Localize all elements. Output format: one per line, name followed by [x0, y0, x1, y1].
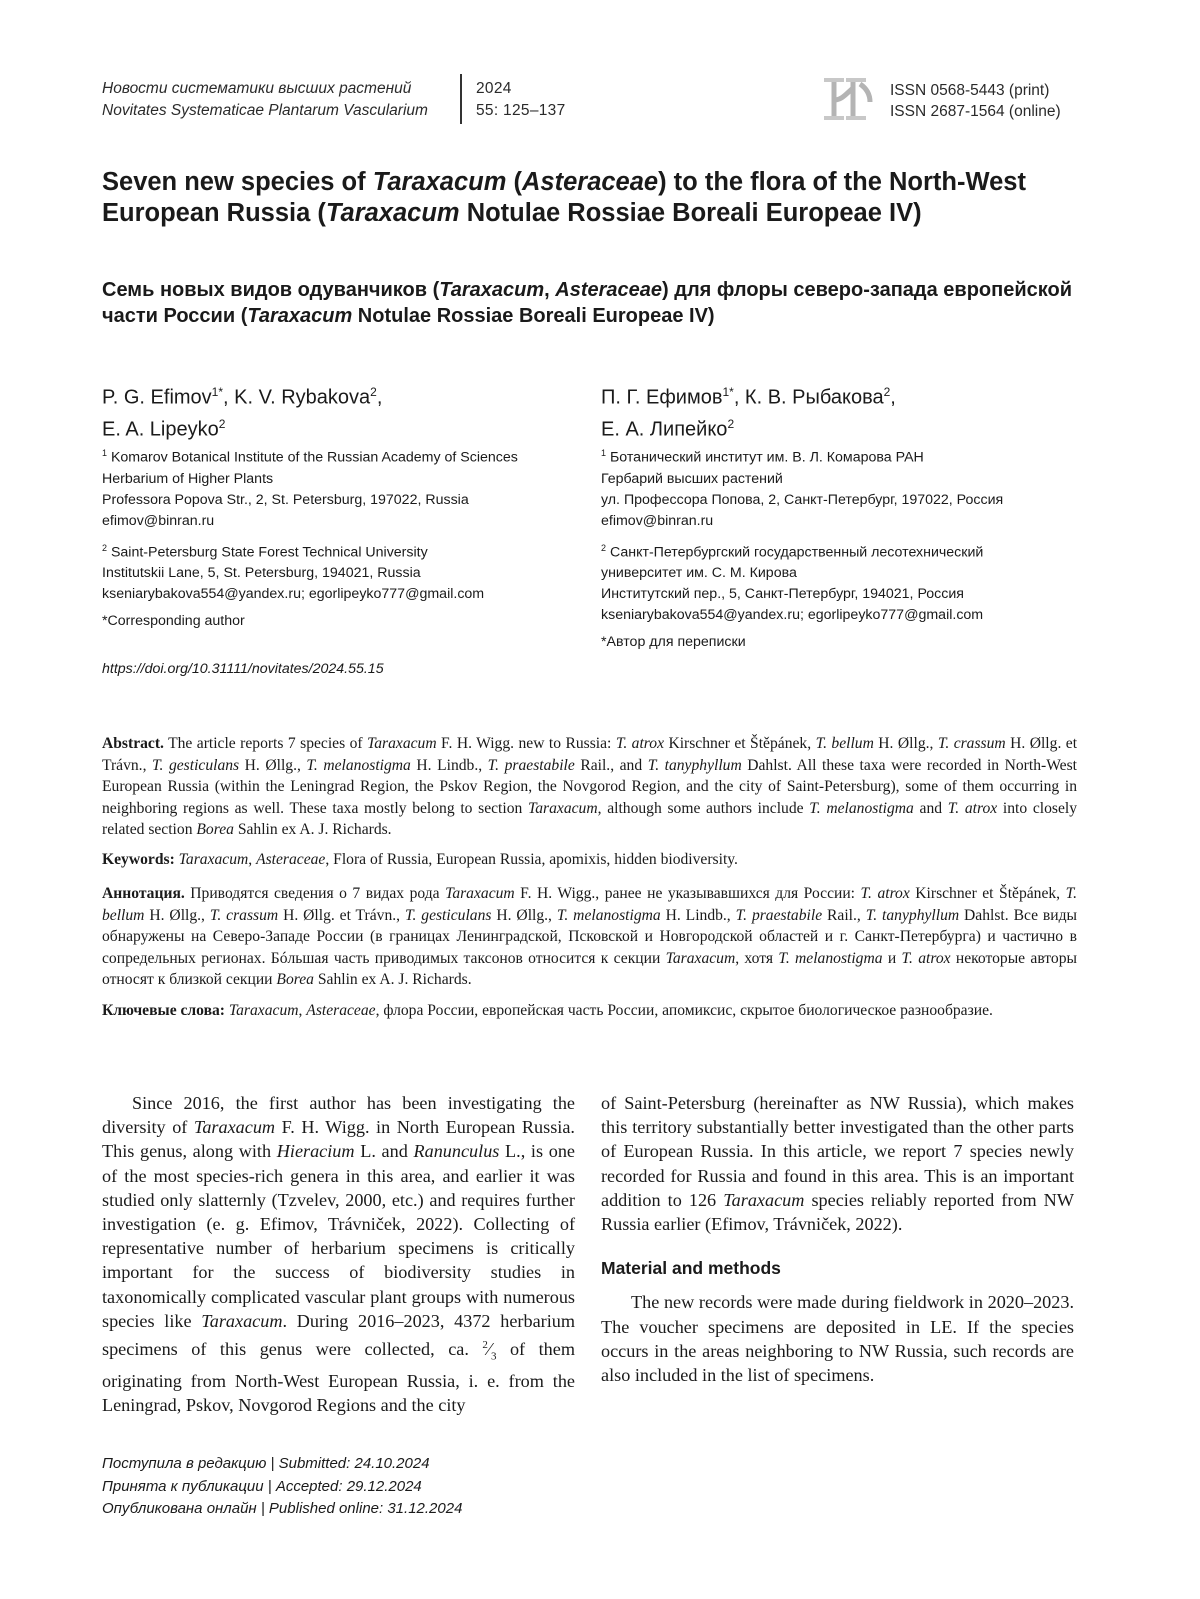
corresponding-note-en: *Corresponding author [102, 613, 245, 630]
emails-ru[interactable]: kseniarybakova554@yandex.ru; egorlipeyko777@gmail.com [601, 607, 984, 624]
section-heading-methods: Material and methods [601, 1258, 781, 1279]
intro-paragraph: Since 2016, the first author has been investigating the diversity of Taraxacum F. H. Wigg. in North European Russia. This genus, along with Hieracium L. and Ranunculus L., is one of the most species-rich genera in this area, and earlier it was studied only slatternly (Tzvelev, 2000, etc.) and requires further investigation (e. g. Efimov, Trávniček, 2022). Collecting of representative number of herbarium specimens is critically important for the success of biodiversity studies in taxonomically complicated vascular plant groups with numerous species like Taraxacum. During 2016–2023, 4372 herbarium specimens of this genus were collected, ca. $^2⁄_3$ of them originating from North-West European Russia, i. e. from the Leningrad, Pskov, Novgorod Regions and the city [102, 1093, 576, 1416]
affiliation-2-en: $^2$ Saint-Petersburg State Forest Technical University Institutskii Lane, 5, St. Petersburg, 194021, Russia kseniarybakova554@yandex.ru; egorlipeyko777@gmail.com [102, 542, 485, 603]
fraction: $^2⁄_3$ [482, 1339, 497, 1363]
journal-name [102, 78, 428, 122]
journal-logo-icon [820, 74, 876, 124]
authors-ru: П. Г. Ефимов$^{1*}$, К. В. Рыбакова$^2$, Е. А. Липейко$^2$ [601, 385, 896, 441]
corresponding-note-ru: *Автор для переписки [601, 634, 746, 651]
affiliation-1-ru: $^1$ Ботанический институт им. В. Л. Комарова РАН Гербарий высших растений ул. Профессора Попова, 2, Санкт-Петербург, 197022, Россия efimov@binran.ru [601, 448, 1004, 529]
email-efimov-en[interactable]: efimov@binran.ru [102, 512, 215, 529]
keywords-en: Keywords: Taraxacum, Asteraceae, Flora of Russia, European Russia, apomixis, hidden biodiversity. [102, 851, 738, 868]
abstract-en: Abstract. The article reports 7 species of Taraxacum F. H. Wigg. new to Russia: T. atrox Kirschner et Štěpánek, T. bellum H. Øllg., T. crassum H. Øllg. et Trávn., T. gesticulans H. Øllg., T. melanostigma H. Lindb., T. praestabile Rail., and T. tanyphyllum Dahlst. All these taxa were recorded in North-West European Russia (within the Leningrad Region, the Pskov Region, the Novgorod Region, and the city of Saint-Petersburg), some of them occurring in neighboring regions as well. These taxa mostly belong to section Taraxacum, although some authors include T. melanostigma and T. atrox into closely related section Borea Sahlin ex A. J. Richards. [102, 735, 1078, 838]
journal-pages: 55: 125–137 [476, 102, 566, 119]
header-divider [460, 74, 462, 124]
article-title-en: Seven new species of Taraxacum (Asteraceae) to the flora of the North-West European Russia (Taraxacum Notulae Rossiae Boreali Europeae IV) [102, 168, 1026, 227]
journal-name-la: Novitates Systematicae Plantarum Vascularium [102, 102, 428, 119]
submitted-date: Поступила в редакцию | Submitted: 24.10.2024 [102, 1455, 430, 1472]
doi-link[interactable]: https://doi.org/10.31111/novitates/2024.55.15 [102, 661, 384, 677]
issn-online: ISSN 2687-1564 (online) [890, 103, 1061, 120]
issn-block [890, 80, 1061, 122]
article-title-ru: Семь новых видов одуванчиков (Taraxacum, Asteraceae) для флоры северо-запада европейской части России (Taraxacum Notulae Rossiae Boreali Europeae IV) [102, 279, 1073, 327]
affiliations-en [102, 443, 592, 638]
issn-print: ISSN 0568-5443 (print) [890, 82, 1050, 99]
abstract-ru: Аннотация. Приводятся сведения о 7 видах рода Taraxacum F. H. Wigg., ранее не указывавшихся для России: T. atrox Kirschner et Štěpánek, T. bellum H. Øllg., T. crassum H. Øllg. et Trávn., T. gesticulans H. Øllg., T. melanostigma H. Lindb., T. praestabile Rail., T. tanyphyllum Dahlst. Все виды обнаружены на Северо-Западе России (в границах Ленинградской, Псковской и Новгородской областей и г. Санкт-Петербурга) и частично в сопредельных регионах. Бóльшая часть приводимых таксонов относится к секции Taraxacum, хотя T. melanostigma и T. atrox некоторые авторы относят к близкой секции Borea Sahlin ex A. J. Richards. [102, 885, 1078, 988]
journal-name-ru: Новости систематики высших растений [102, 80, 412, 97]
published-date: Опубликована онлайн | Published online: 31.12.2024 [102, 1500, 463, 1517]
affiliations-ru [601, 443, 1091, 659]
affiliation-1-en: $^1$ Komarov Botanical Institute of the Russian Academy of Sciences Herbarium of Higher Plants Professora Popova Str., 2, St. Petersburg, 197022, Russia efimov@binran.ru [102, 448, 518, 529]
submission-dates [102, 1453, 462, 1521]
accepted-date: Принята к публикации | Accepted: 29.12.2024 [102, 1477, 422, 1495]
intro-paragraph-continued: of Saint-Petersburg (hereinafter as NW Russia), which makes this territory substantially better investigated than the other parts of European Russia. In this article, we report 7 species newly recorded for Russia and found in this area. This is an important addition to 126 Taraxacum species reliably reported from NW Russia earlier (Efimov, Trávniček, 2022). [601, 1093, 1074, 1235]
journal-year: 2024 [476, 80, 512, 97]
emails-en[interactable]: kseniarybakova554@yandex.ru; egorlipeyko777@gmail.com [102, 586, 485, 603]
body-column-right [601, 1091, 1074, 1387]
body-column-left [102, 1091, 575, 1417]
affiliation-2-ru: $^2$ Санкт-Петербургский государственный лесотехнический университет им. С. М. Кирова Институтский пер., 5, Санкт-Петербург, 194021, Россия kseniarybakova554@yandex.ru; egorlipeyko777@gmail.com [601, 542, 984, 624]
journal-volume [476, 78, 566, 122]
methods-paragraph: The new records were made during fieldwork in 2020–2023. The voucher specimens are deposited in LE. If the species occurs in the areas neighboring to NW Russia, such records are also included in the list of specimens. [601, 1292, 1074, 1386]
keywords-ru: Ключевые слова: Taraxacum, Asteraceae, флора России, европейская часть России, апомиксис, скрытое биологическое разнообразие. [102, 1002, 993, 1019]
email-efimov-ru[interactable]: efimov@binran.ru [601, 512, 714, 529]
authors-en: P. G. Efimov$^{1*}$, K. V. Rybakova$^2$, E. A. Lipeyko$^2$ [102, 385, 383, 441]
